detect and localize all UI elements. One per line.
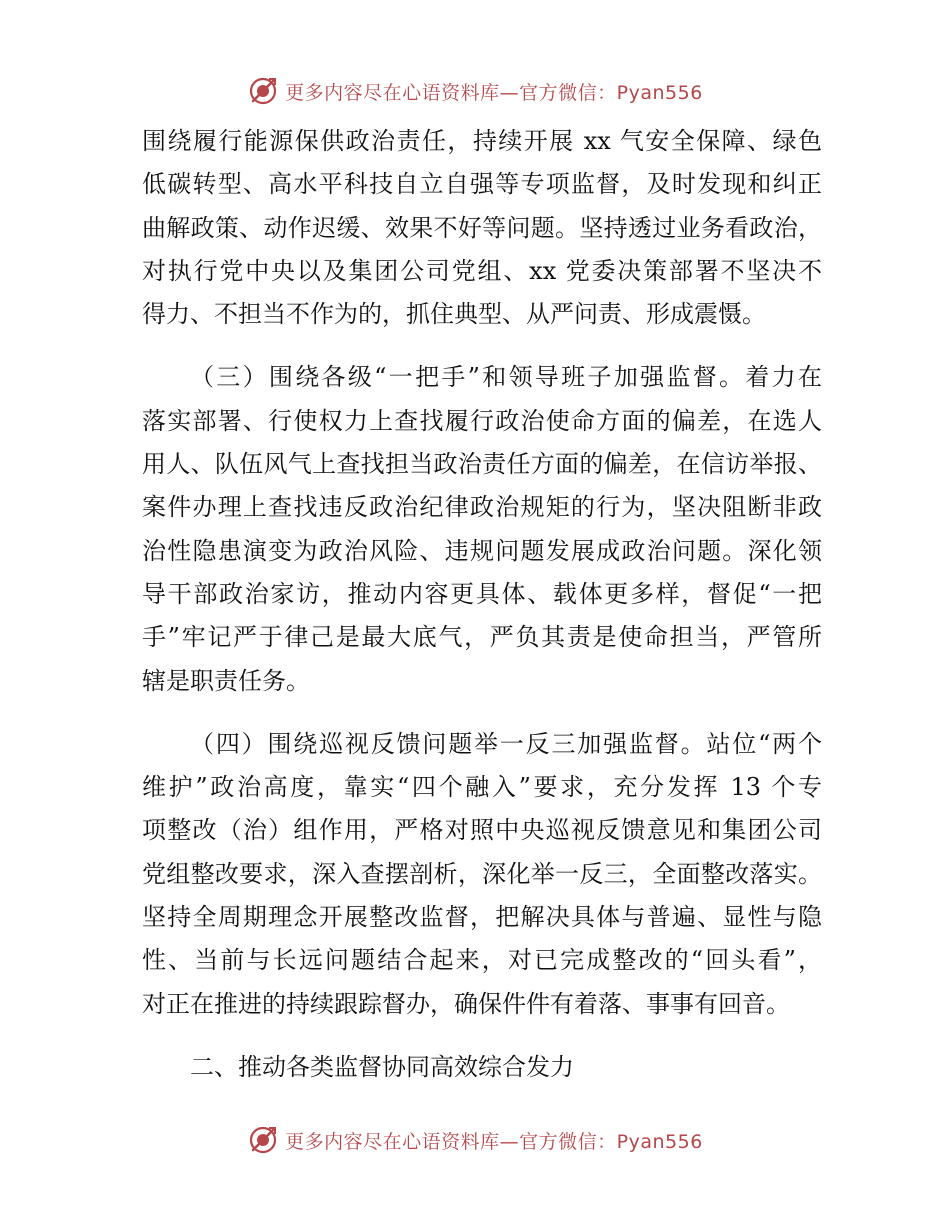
paragraph-2 xyxy=(142,356,822,702)
watermark-logo-icon xyxy=(247,75,279,107)
paragraph-3 xyxy=(142,723,822,1026)
text-line: 性、当前与长远问题结合起来，对已完成整改的“回头看”， xyxy=(142,946,822,975)
text-line: 治性隐患演变为政治风险、违规问题发展成政治问题。深化领 xyxy=(142,536,822,565)
text-line: 坚持全周期理念开展整改监督，把解决具体与普遍、显性与隐 xyxy=(142,903,822,932)
text-line: 对正在推进的持续跟踪督办，确保件件有着落、事事有回音。 xyxy=(142,989,790,1018)
text-line: 曲解政策、动作迟缓、效果不好等问题。坚持透过业务看政治， xyxy=(142,213,822,242)
text-line: 得力、不担当不作为的，抓住典型、从严问责、形成震慑。 xyxy=(142,300,766,329)
text-line: 维护”政治高度，靠实“四个融入”要求，充分发挥 13 个专 xyxy=(142,773,822,802)
text-line: （三）围绕各级“一把手”和领导班子加强监督。着力在 xyxy=(190,363,822,392)
watermark-text: 更多内容尽在心语资料库—官方微信：Pyan556 xyxy=(285,81,703,104)
document-body xyxy=(142,120,822,1089)
text-line: 辖是职责任务。 xyxy=(142,666,310,695)
heading-line: 二、推动各类监督协同高效综合发力 xyxy=(190,1052,574,1081)
text-line: （四）围绕巡视反馈问题举一反三加强监督。站位“两个 xyxy=(190,729,822,758)
section-heading xyxy=(142,1046,822,1089)
text-line: 导干部政治家访，推动内容更具体、载体更多样，督促“一把 xyxy=(142,579,822,608)
text-line: 党组整改要求，深入查摆剖析，深化举一反三，全面整改落实。 xyxy=(142,859,822,888)
paragraph-1 xyxy=(142,120,822,336)
text-line: 用人、队伍风气上查找担当政治责任方面的偏差，在信访举报、 xyxy=(142,450,822,479)
watermark-text: 更多内容尽在心语资料库—官方微信：Pyan556 xyxy=(285,1130,703,1153)
text-line: 案件办理上查找违反政治纪律政治规矩的行为，坚决阻断非政 xyxy=(142,493,822,522)
watermark-logo-icon xyxy=(247,1124,279,1156)
text-line: 对执行党中央以及集团公司党组、xx 党委决策部署不坚决不 xyxy=(142,256,822,285)
text-line: 手”牢记严于律己是最大底气，严负其责是使命担当，严管所 xyxy=(142,623,822,652)
text-line: 围绕履行能源保供政治责任，持续开展 xx 气安全保障、绿色 xyxy=(142,127,822,155)
text-line: 低碳转型、高水平科技自立自强等专项监督，及时发现和纠正 xyxy=(142,170,822,199)
watermark-footer xyxy=(0,1120,950,1160)
text-line: 落实部署、行使权力上查找履行政治使命方面的偏差，在选人 xyxy=(142,406,822,435)
text-line: 项整改（治）组作用，严格对照中央巡视反馈意见和集团公司 xyxy=(142,816,822,845)
watermark-header xyxy=(0,71,950,111)
